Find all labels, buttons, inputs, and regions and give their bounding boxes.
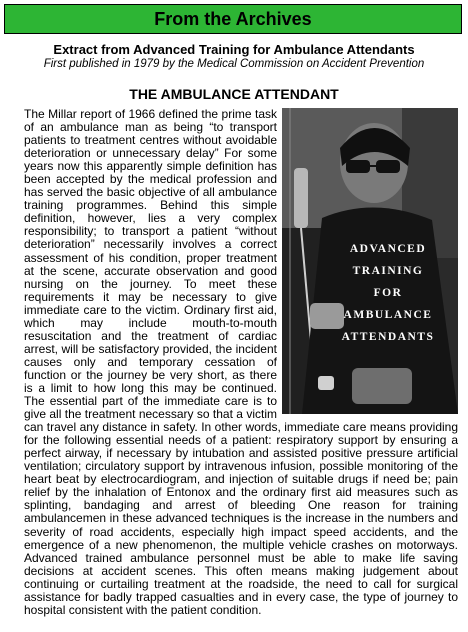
publication-note: First published in 1979 by the Medical Commission on Accident Prevention: [43, 58, 425, 70]
cover-title-text: [328, 238, 448, 348]
cover-title-line: ATTENDANTS: [341, 331, 435, 343]
article-body: [24, 108, 458, 617]
cover-title-line: ADVANCED: [349, 243, 427, 255]
article-body-text: The Millar report of 1966 defined the prime task of an ambulance man as being “to transport patients to treatment centres without avoidable deterioration or unnecessary delay” For some years now this apparently simple definition has been accepted by the medical profession and has served the basic objective of all ambulance training programmes. Behind this simple definition, however, lies a very complex responsibility; to transport a patient “without deterioration” necessarily involves a correct assessment of his condition, proper treatment at the scene, accurate observation and good nursing on the journey. To meet these requirements it may be necessary to give immediate care to the victim. Ordinary first aid, which may include mouth-to-mouth resuscitation and the treatment of cardiac arrest, will be satisfactory provided, the incident causes only and temporary cessation of function or the journey be very short, as there is a limit to how long this may be continued. The essential part of the immediate care is to give all the treatment necessary so that a victim can travel any distance in safety. In other words, immediate care means providing for the following essential needs of a patient: respiratory support by ensuring a perfect airway, if necessary by intubation and assisted positive pressure artificial ventilation; circulatory support by intravenous infusion, possible monitoring of the heart beat by electrocardiogram, and injection of suitable drugs if need be; pain relief by the inhalation of Entonox and the ordinary first aid measures such as splinting, bandaging and arrest of bleeding One reason for training ambulancemen in these advanced techniques is the increase in the numbers and severity of road accidents, especially high impact speed accidents, and the emergence of a new phenomenon, the multiple vehicle crashes on motorways. Advanced trained ambulance personnel must be able to make life saving decisions at accident scenes. This often means making judgement about continuing or curtailing treatment at the roadside, the need to call for surgical assistance for badly trapped casualties and in every case, the type of journey to hospital consistent with the patient condition.: [24, 107, 458, 617]
cover-title-line: AMBULANCE: [343, 309, 433, 321]
document-subtitle: Extract from Advanced Training for Ambulance Attendants: [53, 42, 415, 57]
archives-banner: [4, 4, 462, 34]
banner-title: From the Archives: [154, 8, 312, 29]
cover-photo: [282, 108, 458, 414]
article-heading: THE AMBULANCE ATTENDANT: [129, 86, 339, 102]
cover-title-line: TRAINING: [352, 265, 424, 277]
cover-title-line: FOR: [373, 287, 403, 299]
